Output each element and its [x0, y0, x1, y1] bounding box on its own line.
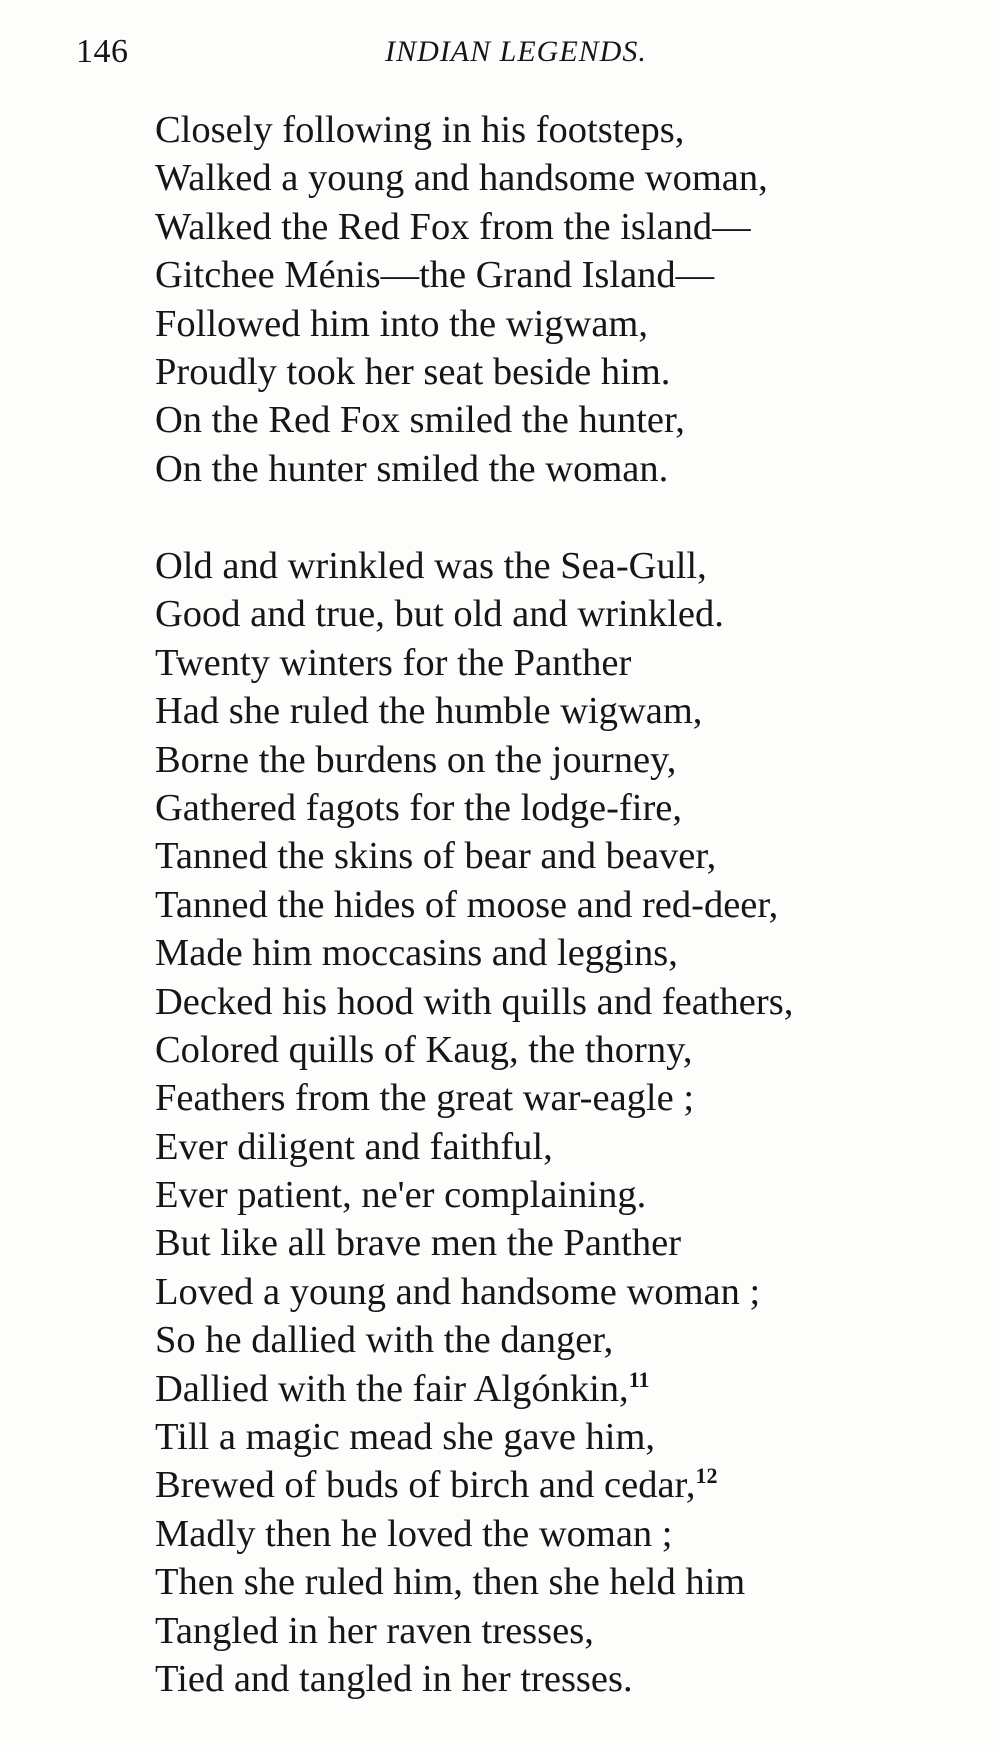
page-header — [76, 30, 976, 74]
verse-line: Made him moccasins and leggins, — [155, 932, 678, 975]
verse-line: Loved a young and handsome woman ; — [155, 1270, 761, 1313]
verse-line: Walked a young and handsome woman, — [155, 157, 768, 200]
verse-line: Followed him into the wigwam, — [155, 302, 648, 345]
verse-line: Tied and tangled in her tresses. — [155, 1657, 633, 1700]
verse-line: Old and wrinkled was the Sea-Gull, — [155, 545, 707, 587]
stanza-2 — [155, 542, 975, 1703]
page-number: 146 — [76, 33, 129, 70]
verse-line: Tanned the skins of bear and beaver, — [155, 835, 717, 878]
verse-line: On the hunter smiled the woman. — [155, 447, 669, 490]
verse-line: Decked his hood with quills and feathers, — [155, 980, 794, 1023]
footnote-ref-11[interactable]: 11 — [628, 1366, 650, 1392]
verse-line: Proudly took her seat beside him. — [155, 350, 671, 393]
verse-text: Brewed of buds of birch and cedar, — [155, 1464, 696, 1507]
verse-line: Good and true, but old and wrinkled. — [155, 593, 724, 636]
verse-line: Ever diligent and faithful, — [155, 1125, 553, 1168]
verse-line: So he dallied with the danger, — [155, 1319, 614, 1362]
verse-line: Borne the burdens on the journey, — [155, 738, 677, 781]
verse-line: Feathers from the great war-eagle ; — [155, 1077, 695, 1120]
verse-line: Madly then he loved the woman ; — [155, 1512, 673, 1555]
verse-line: Then she ruled him, then she held him — [155, 1561, 746, 1604]
verse-line-with-footnote — [155, 1365, 975, 1413]
verse-line: Gathered fagots for the lodge-fire, — [155, 786, 683, 829]
verse-line: Had she ruled the humble wigwam, — [155, 690, 703, 733]
verse-line: Colored quills of Kaug, the thorny, — [155, 1028, 693, 1071]
running-head: INDIAN LEGENDS. — [385, 35, 647, 68]
verse-line: Closely following in his footsteps, — [155, 109, 685, 151]
verse-line: Ever patient, ne'er complaining. — [155, 1174, 647, 1217]
verse-line: Tanned the hides of moose and red-deer, — [155, 883, 779, 926]
verse-line-with-footnote — [155, 1461, 975, 1509]
verse-text: Dallied with the fair Algónkin, — [155, 1367, 629, 1410]
verse-line: On the Red Fox smiled the hunter, — [155, 399, 685, 442]
verse-line: Gitchee Ménis—the Grand Island— — [155, 254, 715, 297]
verse-line: Walked the Red Fox from the island— — [155, 205, 751, 248]
verse-line: Tangled in her raven tresses, — [155, 1609, 594, 1652]
verse-line: But like all brave men the Panther — [155, 1222, 682, 1265]
stanza-1 — [155, 106, 975, 493]
footnote-ref-12[interactable]: 12 — [695, 1463, 718, 1489]
verse-line: Till a magic mead she gave him, — [155, 1416, 656, 1459]
verse-line: Twenty winters for the Panther — [155, 641, 632, 684]
